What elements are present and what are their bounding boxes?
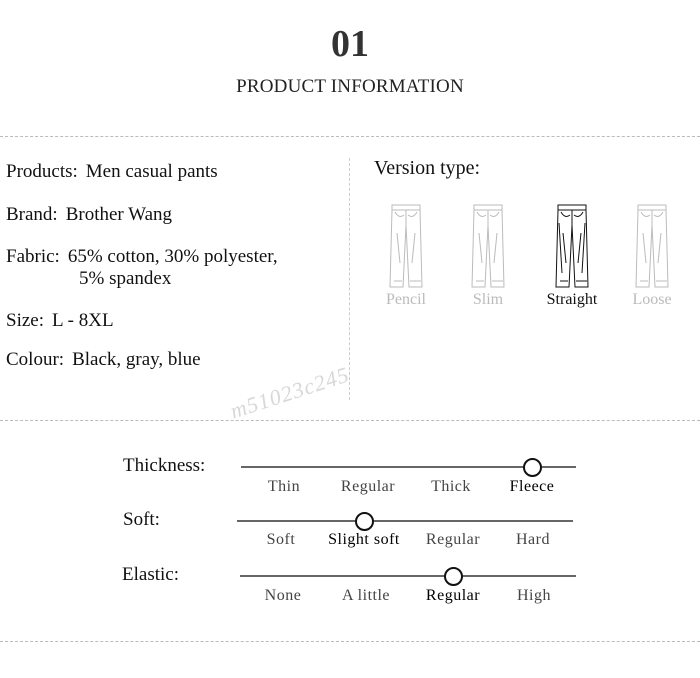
spec-fabric-label: Fabric: [6, 246, 60, 267]
spec-size-value: L - 8XL [52, 310, 114, 331]
version-straight-pants-icon [552, 203, 592, 289]
spec-fabric-value: 65% cotton, 30% polyester, [67, 246, 278, 267]
soft-label: Soft: [123, 509, 160, 530]
divider-middle [0, 420, 700, 421]
spec-colour-label: Colour: [6, 349, 65, 370]
thickness-option-thin: Thin [267, 478, 301, 495]
section-title: PRODUCT INFORMATION [236, 76, 464, 97]
soft-track [237, 520, 573, 522]
version-type-title: Version type: [374, 157, 481, 179]
version-pencil-pants-icon [386, 203, 426, 289]
spec-colour [6, 349, 201, 371]
soft-option-regular: Regular [425, 531, 481, 548]
elastic-option-a-little: A little [342, 587, 390, 604]
thickness-option-fleece: Fleece [509, 478, 555, 495]
thickness-option-regular: Regular [340, 478, 396, 495]
version-slim-label: Slim [472, 291, 504, 308]
elastic-option-none: None [264, 587, 302, 604]
elastic-option-regular: Regular [425, 587, 481, 604]
divider-top [0, 136, 700, 137]
spec-products-label: Products: [6, 161, 78, 182]
spec-brand-label: Brand: [6, 204, 58, 225]
spec-products-value: Men casual pants [85, 161, 218, 182]
section-number: 01 [331, 23, 369, 65]
soft-option-hard: Hard [516, 531, 550, 548]
elastic-track [240, 575, 576, 577]
spec-colour-value: Black, gray, blue [72, 349, 201, 370]
thickness-marker-circle-icon [523, 458, 542, 477]
spec-size [6, 310, 114, 332]
elastic-marker-circle-icon [444, 567, 463, 586]
spec-products [6, 161, 218, 183]
elastic-option-high: High [517, 587, 551, 604]
soft-option-soft: Soft [266, 531, 296, 548]
spec-size-label: Size: [6, 310, 44, 331]
thickness-option-thick: Thick [431, 478, 471, 495]
spec-brand-value: Brother Wang [65, 204, 173, 225]
divider-vertical [349, 158, 350, 400]
spec-fabric [6, 246, 278, 268]
divider-bottom [0, 641, 700, 642]
version-pencil-label: Pencil [386, 291, 426, 308]
version-loose-label: Loose [632, 291, 672, 308]
spec-fabric-value-line2: 5% spandex [79, 268, 172, 289]
soft-marker-circle-icon [355, 512, 374, 531]
version-loose-pants-icon [632, 203, 672, 289]
version-straight-label: Straight [546, 291, 598, 308]
thickness-label: Thickness: [123, 455, 206, 476]
version-slim-pants-icon [468, 203, 508, 289]
elastic-label: Elastic: [122, 564, 179, 585]
soft-option-slight-soft: Slight soft [328, 531, 400, 548]
spec-brand [6, 204, 172, 226]
watermark: m51023c245 [227, 361, 353, 424]
